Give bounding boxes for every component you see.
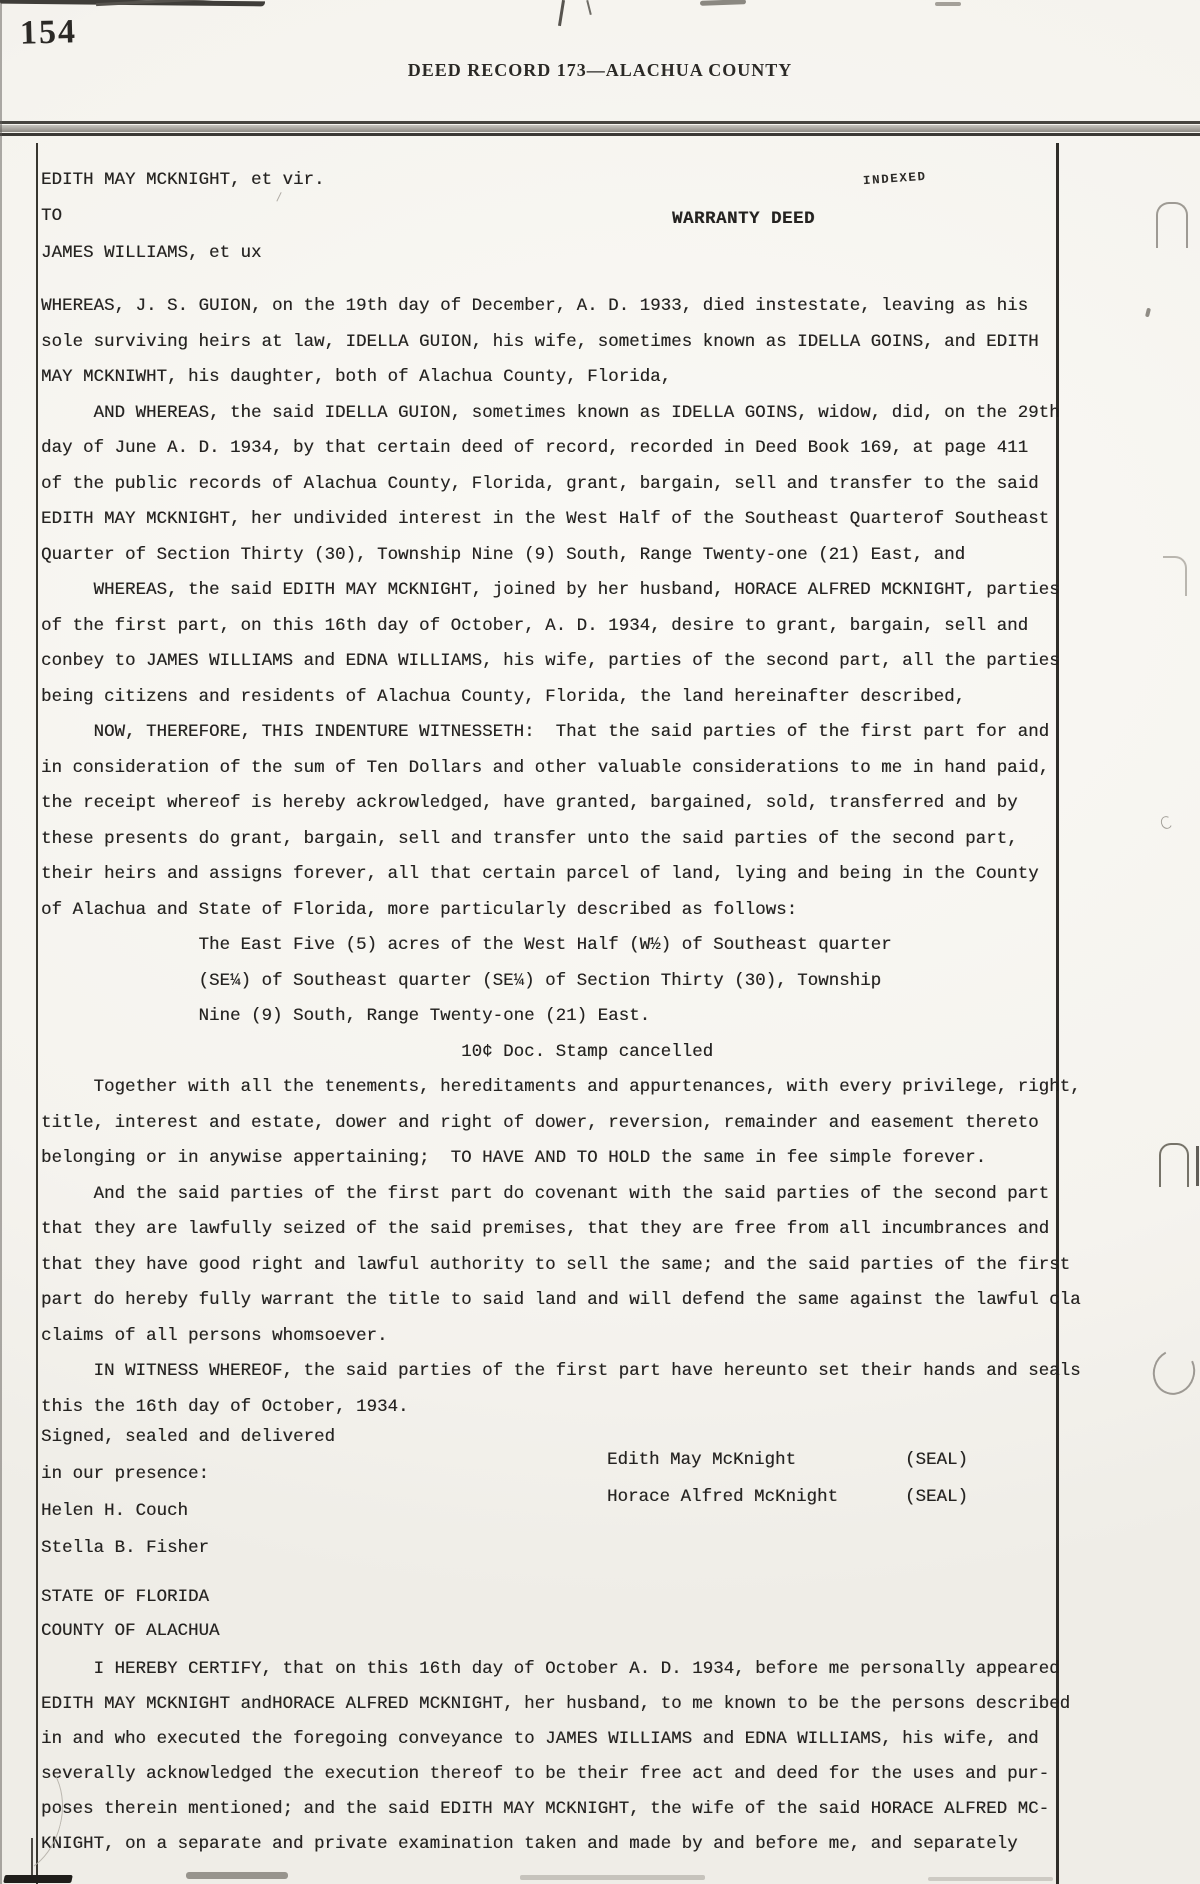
torn-edge-artifact [0,0,265,6]
deed-text-line: IN WITNESS WHEREOF, the said parties of the first part have hereunto set their hands and seals [41,1361,1081,1381]
deed-text-line: NOW, THEREFORE, THIS INDENTURE WITNESSETH: That the said parties of the first part for and [41,722,1050,742]
deed-text-line: their heirs and assigns forever, all that certain parcel of land, lying and being in the County [41,864,1039,884]
deed-text-line: EDITH MAY MCKNIGHT, her undivided interest in the West Half of the Southeast Quarterof Southeast [41,509,1050,529]
witness-text-line: Helen H. Couch [41,1501,189,1521]
deed-text-line: Quarter of Section Thirty (30), Township Nine (9) South, Range Twenty-one (21) East, and [41,544,966,565]
instrument-title: WARRANTY DEED [672,209,816,229]
scan-artifact [31,1838,33,1878]
grantee-name: JAMES WILLIAMS, et ux [41,243,262,263]
notary-text-line: KNIGHT, on a separate and private examination taken and made by and before me, and separately [41,1834,1018,1854]
page-number: 154 [19,13,78,52]
margin-artifact [1159,815,1173,831]
witness-text-line: Stella B. Fisher [41,1538,210,1558]
deed-text-line: the receipt whereof is hereby ackrowledged, have granted, bargained, sold, transferred and by [41,793,1018,813]
deed-text-line: of the public records of Alachua County, Florida, grant, bargain, sell and transfer to the said [41,473,1039,494]
venue-line: COUNTY OF ALACHUA [41,1621,220,1641]
scan-artifact [558,0,565,26]
deed-text-line: of the first part, on this 16th day of October, A. D. 1934, desire to grant, bargain, sell and [41,615,1029,636]
deed-text-line: WHEREAS, J. S. GUION, on the 19th day of December, A. D. 1933, died instestate, leaving as his [41,296,1029,316]
deed-text-line: Nine (9) South, Range Twenty-one (21) East. [41,1006,651,1026]
ink-mark [276,192,290,206]
deed-text-line: And the said parties of the first part do covenant with the said parties of the second part [41,1183,1050,1204]
notary-text-line: I HEREBY CERTIFY, that on this 16th day of October A. D. 1934, before me personally appeared [41,1659,1060,1679]
deed-text-line: title, interest and estate, dower and right of dower, reversion, remainder and easement thereto [41,1112,1039,1133]
deed-text-line: WHEREAS, the said EDITH MAY MCKNIGHT, joined by her husband, HORACE ALFRED MCKNIGHT, parties [41,580,1060,600]
signature-name: Edith May McKnight [607,1450,797,1470]
scan-artifact [700,0,746,6]
scan-artifact [935,2,961,6]
torn-edge-artifact [96,0,216,6]
deed-text-line: part do hereby fully warrant the title to said land and will defend the same against the lawful cla [41,1290,1081,1310]
deed-text-line: day of June A. D. 1934, by that certain deed of record, recorded in Deed Book 169, at page 411 [41,438,1029,458]
deed-text-line: MAY MCKNIWHT, his daughter, both of Alachua County, Florida, [41,367,672,387]
deed-text-line: conbey to JAMES WILLIAMS and EDNA WILLIAMS, his wife, parties of the second part, all the parties [41,651,1060,671]
deed-text-line: 10¢ Doc. Stamp cancelled [41,1041,714,1062]
seal-label: (SEAL) [905,1450,969,1470]
margin-artifact [1147,1344,1200,1401]
deed-text-line: being citizens and residents of Alachua County, Florida, the land hereinafter described, [41,686,966,707]
deed-text-line: The East Five (5) acres of the West Half (W½) of Southeast quarter [41,935,892,955]
notary-certificate [41,1652,1070,1862]
deed-text-line: (SE¼) of Southeast quarter (SE¼) of Section Thirty (30), Township [41,970,882,991]
deed-text-line: sole surviving heirs at law, IDELLA GUION, his wife, sometimes known as IDELLA GOINS, and EDITH [41,331,1039,352]
margin-artifact [1145,308,1151,318]
witness-attestation [41,1419,335,1567]
notary-text-line: in and who executed the foregoing conveyance to JAMES WILLIAMS and EDNA WILLIAMS, his wife, and [41,1729,1039,1749]
notary-text-line: severally acknowledged the execution thereof to be their free act and deed for the uses and pur- [41,1764,1050,1784]
seal-label: (SEAL) [905,1487,969,1507]
margin-artifact [1159,1143,1189,1187]
deed-text-line: that they have good right and lawful authority to sell the same; and the said parties of the first [41,1254,1071,1275]
scan-edge-line [0,0,2,1884]
bottom-smear-artifact [928,1877,1053,1881]
deed-text-line: of Alachua and State of Florida, more particularly described as follows: [41,899,798,920]
rule-band-middle [0,125,1200,132]
deed-text-line: AND WHEREAS, the said IDELLA GUION, sometimes known as IDELLA GOINS, widow, did, on the 29th [41,402,1060,423]
deed-text-line: claims of all persons whomsoever. [41,1325,388,1346]
caption-to-label: TO [41,206,63,226]
deed-text-line: in consideration of the sum of Ten Dollars and other valuable considerations to me in hand paid, [41,757,1050,778]
grantor-name: EDITH MAY MCKNIGHT, et vir. [41,170,325,190]
deed-text-line: this the 16th day of October, 1934. [41,1396,409,1417]
signature-row [607,1442,1027,1479]
signature-name: Horace Alfred McKnight [607,1487,839,1507]
witness-text-line: in our presence: [41,1464,210,1484]
indexed-stamp: INDEXED [862,169,928,189]
double-rule-divider [0,121,1200,136]
notary-venue [41,1580,220,1648]
deed-text-line: belonging or in anywise appertaining; TO HAVE AND TO HOLD the same in fee simple forever. [41,1148,987,1168]
signature-column [607,1442,1027,1516]
deed-body-text [41,289,1081,1425]
deed-text-line: these presents do grant, bargain, sell and transfer unto the said parties of the second part, [41,828,1018,849]
margin-artifact [1196,1146,1199,1186]
margin-artifact [1163,556,1187,596]
bottom-smear-artifact [520,1875,705,1880]
venue-line: STATE OF FLORIDA [41,1587,210,1607]
margin-artifact [1156,202,1188,248]
record-box-left-border [36,143,38,1884]
page-header-title: DEED RECORD 173—ALACHUA COUNTY [407,60,793,80]
bottom-smear-artifact [3,1875,73,1883]
scan-artifact [586,0,592,15]
notary-text-line: poses therein mentioned; and the said EDITH MAY MCKNIGHT, the wife of the said HORACE ALFRED MC- [41,1799,1050,1819]
signature-row [607,1479,1027,1516]
witness-text-line: Signed, sealed and delivered [41,1427,336,1447]
bottom-smear-artifact [186,1872,288,1879]
deed-text-line: that they are lawfully seized of the said premises, that they are free from all incumbrances and [41,1219,1050,1239]
deed-text-line: Together with all the tenements, hereditaments and appurtenances, with every privilege, right, [41,1077,1081,1097]
rule-line-top [0,121,1200,124]
notary-text-line: EDITH MAY MCKNIGHT andHORACE ALFRED MCKNIGHT, her husband, to me known to be the persons described [41,1694,1071,1714]
rule-line-bottom [0,133,1200,136]
